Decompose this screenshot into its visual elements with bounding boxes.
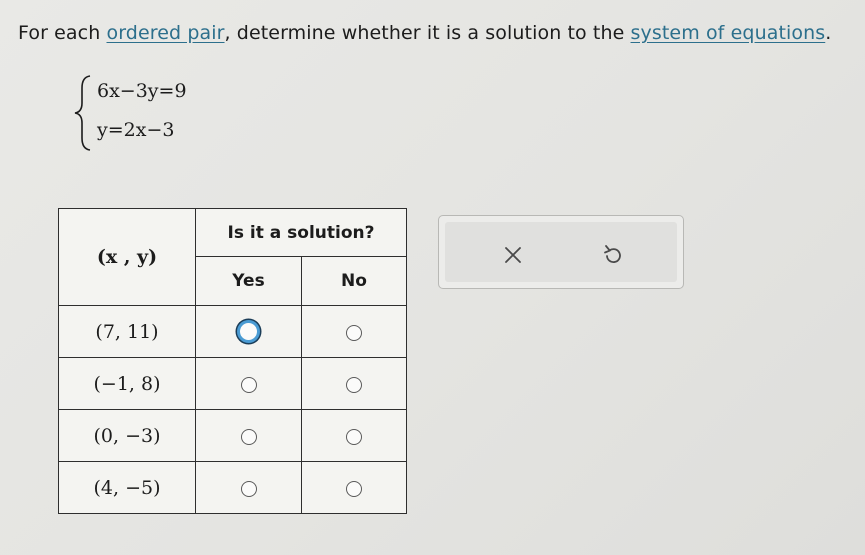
- undo-button[interactable]: [593, 240, 633, 270]
- no-cell: [302, 462, 407, 514]
- instructions-text-end: .: [825, 22, 832, 44]
- pair-header-label: (x , y): [96, 246, 158, 268]
- table-row: [59, 358, 407, 410]
- yes-cell: [196, 306, 302, 358]
- pair-cell: [59, 410, 196, 462]
- solution-group-header: Is it a solution?: [196, 209, 407, 257]
- yes-cell: [196, 358, 302, 410]
- no-radio[interactable]: [346, 377, 362, 393]
- no-radio[interactable]: [346, 481, 362, 497]
- no-cell: [302, 358, 407, 410]
- yes-cell: [196, 462, 302, 514]
- yes-radio[interactable]: [241, 429, 257, 445]
- pair-cell: [59, 306, 196, 358]
- yes-radio[interactable]: [241, 481, 257, 497]
- table-row: [59, 410, 407, 462]
- pair-cell: [59, 462, 196, 514]
- yes-column-header: Yes: [196, 257, 302, 306]
- pair-column-header: [59, 209, 196, 306]
- pair-label: (0, −3): [93, 424, 161, 447]
- yes-radio[interactable]: [241, 377, 257, 393]
- table-row: [59, 306, 407, 358]
- left-brace-icon: [72, 74, 94, 152]
- no-radio[interactable]: [346, 325, 362, 341]
- no-cell: [302, 410, 407, 462]
- instructions: [18, 22, 831, 44]
- table-row: [59, 462, 407, 514]
- no-column-header: No: [302, 257, 407, 306]
- x-icon: [493, 240, 533, 270]
- pair-label: (−1, 8): [93, 372, 161, 395]
- instructions-text-start: For each: [18, 22, 107, 44]
- yes-cell: [196, 410, 302, 462]
- pair-label: (7, 11): [95, 320, 159, 343]
- toolbox-panel: [445, 222, 677, 282]
- clear-button[interactable]: [493, 240, 533, 270]
- equation-2: y=2x−3: [97, 119, 175, 141]
- undo-icon: [593, 240, 633, 270]
- pair-cell: [59, 358, 196, 410]
- no-cell: [302, 306, 407, 358]
- answer-toolbox: [438, 215, 684, 289]
- pair-label: (4, −5): [93, 476, 161, 499]
- instructions-text-middle: , determine whether it is a solution to the: [224, 22, 631, 44]
- system-of-equations: [72, 74, 242, 154]
- no-radio[interactable]: [346, 429, 362, 445]
- system-of-equations-link[interactable]: system of equations: [630, 22, 826, 44]
- answer-table: [58, 208, 407, 514]
- equation-1: 6x−3y=9: [97, 80, 187, 102]
- yes-radio-selected[interactable]: [237, 320, 260, 343]
- ordered-pair-link[interactable]: ordered pair: [106, 22, 225, 44]
